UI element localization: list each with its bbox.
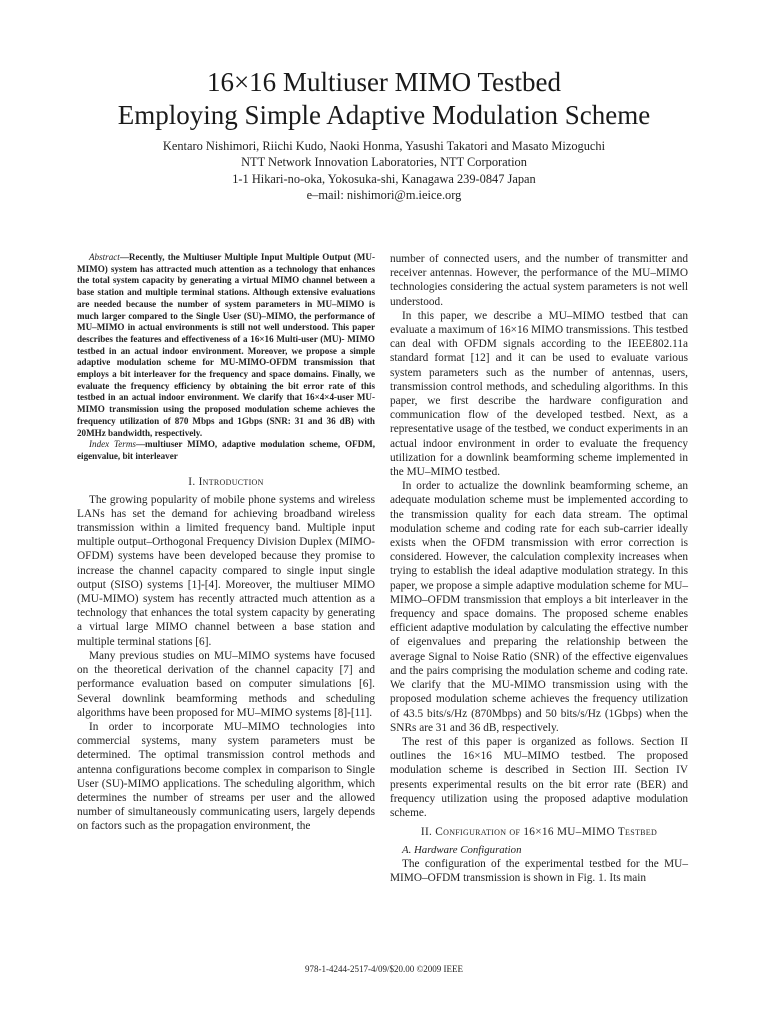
index-terms-lead: Index Terms bbox=[89, 439, 136, 450]
author-block bbox=[0, 138, 768, 203]
left-column bbox=[77, 252, 375, 834]
paragraph: In order to actualize the downlink beamforming scheme, an adequate modulation scheme must be implemented according to the transmission quality for each data stream. The optimal modulation scheme and coding rate for each sub-carrier ideally exists when the OFDM transmission with error correction is considered. However, the calculation complexity increases when trying to establish the ideal adaptive modulation strategy. In this paper, we propose a simple adaptive modulation scheme for MU–MIMO–OFDM transmission that employs a bit interleaver in the frequency and space domains. The proposed scheme enables efficient adaptive modulation by calculating the effective number of eigenvalues and preparing the relationship between the average Signal to Noise Ratio (SNR) of the effective eigenvalues and the pairs comprising the modulation scheme and coding rate. We clarify that the MU-MIMO transmission using with the proposed modulation scheme achieves the frequency utilization of 43.5 bits/s/Hz (870Mbps) and 50 bits/s/Hz (1Gbps) when the SNRs are 31 and 36 dB, respectively. bbox=[390, 480, 688, 734]
abstract-text: —Recently, the Multiuser Multiple Input Multiple Output (MU-MIMO) system has attracted much attention as a technology that enhances the total system capacity by generating a virtual MIMO channel between a base station and multiple terminal stations. Although extensive evaluations are needed because the number of system parameters in MU–MIMO is much larger compared to the Single User (SU)–MIMO, the performance of MU–MIMO in actual environments is still not well understood. This paper describes the features and effectiveness of a 16×16 Multi-user (MU)- MIMO testbed in an actual indoor environment. Moreover, we propose a simple adaptive modulation scheme for MU-MIMO-OFDM transmission that employs a bit interleaver for the frequency and space domains. Finally, we evaluate the frequency efficiency by obtaining the bit error rate of this testbed in an actual indoor environment. We clarify that 16×4×4-user MU-MIMO transmission using the proposed modulation scheme achieves the frequency utilization of 870 Mbps and 1Gbps (SNR: 31 and 36 dB) with 20MHz bandwidth, respectively. bbox=[77, 252, 375, 438]
paragraph: number of connected users, and the number of transmitter and receiver antennas. However, the performance of the MU–MIMO technologies considering the actual system parameters is not well understood. bbox=[390, 253, 688, 308]
paragraph: In this paper, we describe a MU–MIMO testbed that can evaluate a maximum of 16×16 MIMO transmissions. This testbed can deal with OFDM signals according to the IEEE802.11a standard format [12] and it can be used to evaluate various system parameters such as the number of antennas, users, transmission control methods, and scheduling algorithms. In this paper, we first describe the hardware configuration and communication flow of the developed testbed. Next, as a representative usage of the testbed, we conduct experiments in an actual indoor environment in order to evaluate the frequency utilization for a downlink beamforming scheme implemented in the MU–MIMO testbed. bbox=[390, 309, 688, 479]
subsection-heading-hardware: A. Hardware Configuration bbox=[402, 844, 522, 857]
paragraph: The growing popularity of mobile phone systems and wireless LANs has set the demand for achieving broadband wireless transmission within a limited frequency band. Multiple input multiple output–Orthogonal Frequency Division Duplex (MIMO-OFDM) systems have been developed because they promise to increase the channel capacity compared to single input single output (SISO) systems [1]-[4]. Moreover, the multiuser MIMO (MU-MIMO) system has recently attracted much attention as a technology that enhances the total system capacity by generating a virtual large MIMO channel between a base station and multiple terminal stations [6]. bbox=[77, 493, 375, 648]
index-terms bbox=[77, 439, 375, 462]
paragraph: The configuration of the experimental testbed for the MU–MIMO–OFDM transmission is shown in Fig. 1. Its main bbox=[390, 858, 688, 885]
address: 1-1 Hikari-no-oka, Yokosuka-shi, Kanagawa 239-0847 Japan bbox=[232, 171, 536, 186]
section-heading-configuration: II. Configuration of 16×16 MU–MIMO Testbed bbox=[420, 826, 658, 839]
abstract bbox=[77, 252, 375, 439]
section-heading-introduction: I. Introduction bbox=[188, 475, 264, 488]
title-line-2: Employing Simple Adaptive Modulation Scheme bbox=[117, 100, 651, 130]
paragraph: Many previous studies on MU–MIMO systems have focused on the theoretical derivation of the channel capacity [7] and performance evaluation based on computer simulations [6]. Several downlink beamforming methods and scheduling algorithms have been proposed for MU–MIMO systems [8]-[11]. bbox=[77, 649, 375, 719]
affiliation: NTT Network Innovation Laboratories, NTT Corporation bbox=[241, 155, 527, 170]
copyright-footer: 978-1-4244-2517-4/09/$20.00 ©2009 IEEE bbox=[304, 964, 464, 974]
index-terms-text: —multiuser MIMO, adaptive modulation scheme, OFDM, eigenvalue, bit interleaver bbox=[77, 439, 375, 461]
right-column bbox=[390, 252, 688, 886]
email: e–mail: nishimori@m.ieice.org bbox=[306, 187, 462, 202]
paragraph: In order to incorporate MU–MIMO technologies into commercial systems, many system parameters must be determined. The optimal transmission control methods and antenna configurations become complex in comparison to Single User (SU)-MIMO applications. The scheduling algorithm, which determines the number of streams per user and the allowed number of simultaneously communicating users, largely depends on factors such as the propagation environment, the bbox=[77, 720, 375, 833]
author-names: Kentaro Nishimori, Riichi Kudo, Naoki Honma, Yasushi Takatori and Masato Mizoguchi bbox=[162, 139, 606, 153]
title-line-1: 16×16 Multiuser MIMO Testbed bbox=[206, 67, 562, 97]
paragraph: The rest of this paper is organized as follows. Section II outlines the 16×16 MU–MIMO testbed. The proposed modulation scheme is described in Section III. Section IV presents experimental results on the bit error rate (BER) and frequency utilization using the proposed adaptive modulation scheme. bbox=[390, 735, 688, 819]
abstract-lead: Abstract bbox=[89, 252, 120, 262]
paper-title bbox=[0, 66, 768, 132]
